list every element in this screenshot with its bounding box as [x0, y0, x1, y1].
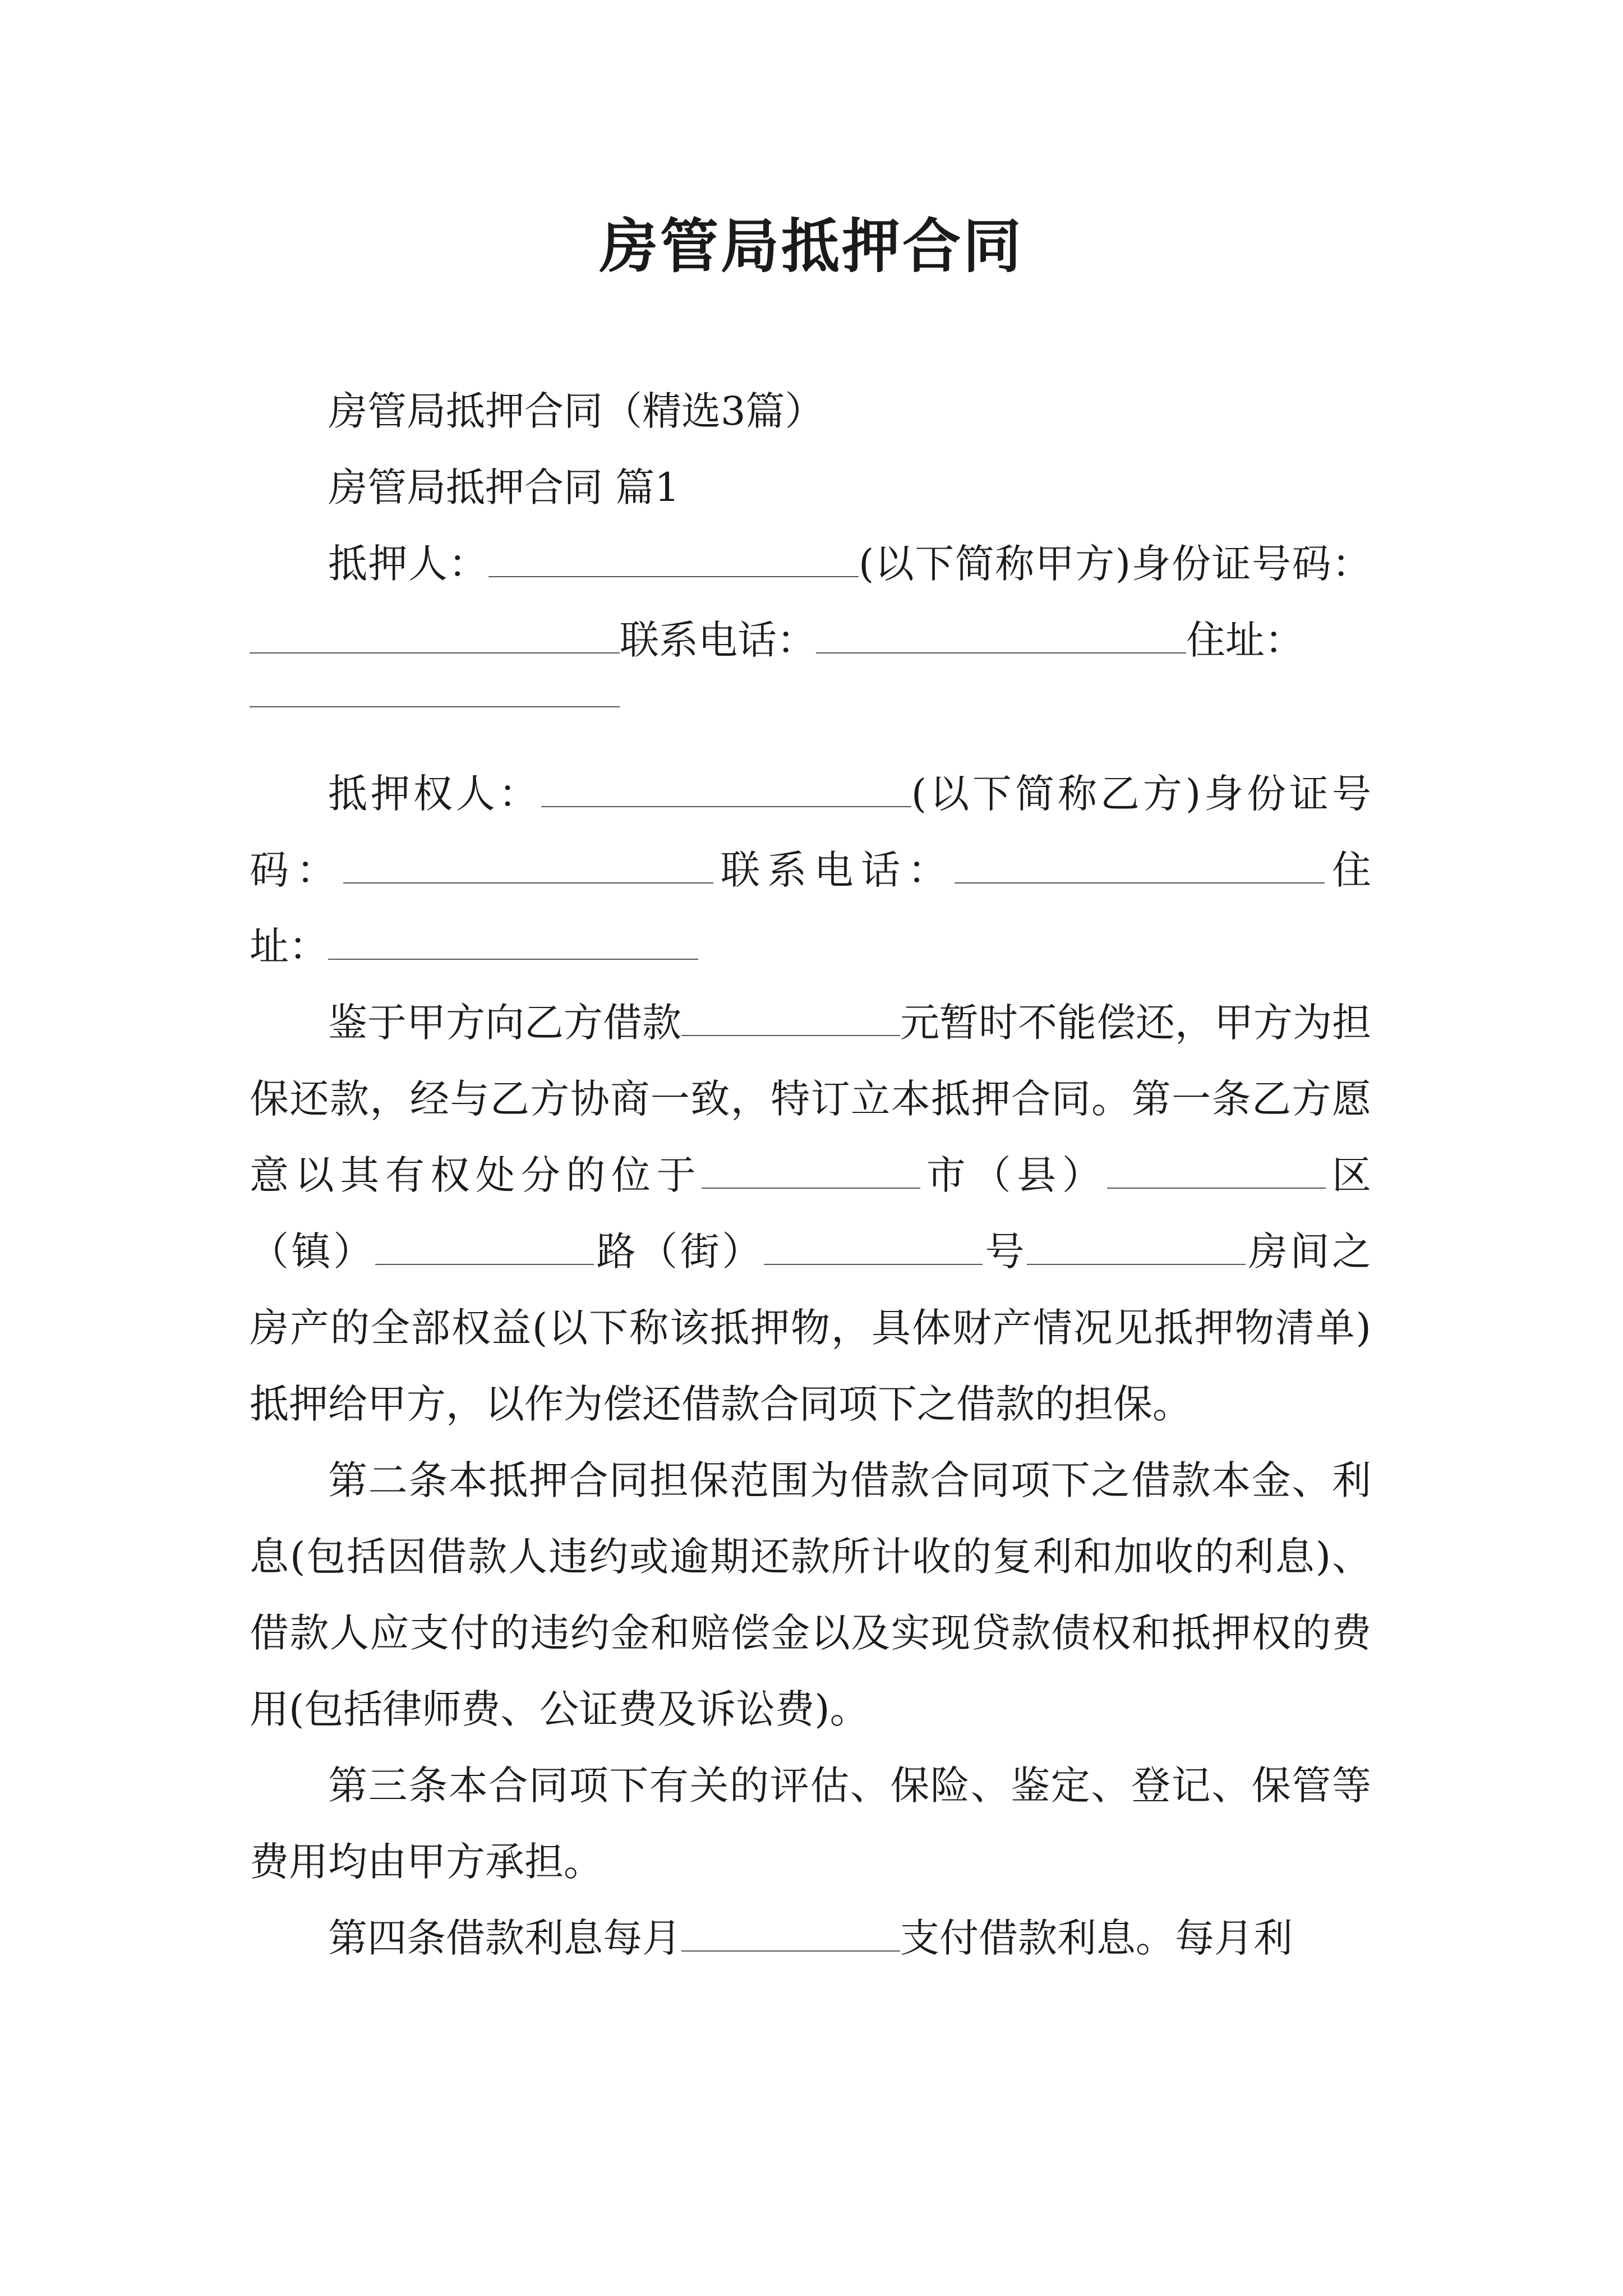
- party-b-paragraph: [250, 756, 1371, 984]
- party-b-phone-label: 联系电话：: [713, 847, 955, 893]
- clause-1-text-d: 区（镇）: [250, 1152, 1371, 1274]
- document-title: 房管局抵押合同: [599, 211, 1023, 280]
- party-b-address-label: 住址：: [250, 847, 1372, 969]
- party-b-alias: (以下简称乙方)身份证号码：: [250, 771, 1372, 893]
- party-b-id-blank: [343, 845, 713, 884]
- party-b-name-blank: [541, 769, 911, 808]
- party-a-phone-label: 联系电话：: [620, 617, 816, 663]
- clause-4-text-a: 第四条借款利息每月: [328, 1915, 681, 1961]
- road-blank: [375, 1227, 594, 1266]
- clause-1-text-e: 路（街）: [593, 1228, 764, 1274]
- clause-1-text-a: 鉴于甲方向乙方借款: [328, 1000, 681, 1046]
- clause-1-text-g: 房间之房产的全部权益(以下称该抵押物，具体财产情况见抵押物清单)抵押给甲方，以作为偿还借款合同项下之借款的担保。: [250, 1228, 1372, 1427]
- party-a-address-blank: [250, 695, 620, 707]
- district-blank: [1107, 1151, 1326, 1189]
- clause-1-text-f: 号: [982, 1228, 1027, 1274]
- party-b-phone-blank: [955, 845, 1325, 884]
- clause-1-text-c: 市（县）: [920, 1152, 1108, 1198]
- clause-3-paragraph: 第三条本合同项下有关的评估、保险、鉴定、登记、保管等费用均由甲方承担。: [250, 1763, 1371, 1885]
- clause-1-text-b: 元暂时不能偿还，甲方为担保还款，经与乙方协商一致，特订立本抵押合同。第一条乙方愿意以其有权处分的位于: [250, 1000, 1371, 1198]
- clause-4-text-b: 支付借款利息。每月利: [900, 1915, 1293, 1961]
- room-blank: [1027, 1227, 1246, 1266]
- party-b-address-blank: [328, 922, 698, 960]
- party-a-name-blank: [488, 539, 859, 578]
- party-a-id-blank: [250, 615, 620, 654]
- party-a-phone-blank: [816, 615, 1186, 654]
- subtitle: 房管局抵押合同（精选3篇）: [328, 388, 824, 434]
- party-a-label: 抵押人：: [328, 541, 488, 587]
- loan-amount-blank: [681, 998, 900, 1037]
- section-heading: 房管局抵押合同 篇1: [328, 464, 680, 510]
- interest-blank: [681, 1913, 900, 1952]
- party-a-paragraph: [250, 526, 1371, 678]
- city-blank: [702, 1151, 920, 1189]
- clause-1-paragraph: [250, 984, 1371, 1442]
- clause-4-paragraph: [250, 1900, 1371, 1976]
- document-body: [250, 373, 1371, 1976]
- clause-2-paragraph: 第二条本抵押合同担保范围为借款合同项下之借款本金、利息(包括因借款人违约或逾期还款所计收的复利和加收的利息)、借款人应支付的违约金和赔偿金以及实现贷款债权和抵押权的费用(包括律师费、公证费及诉讼费)。: [250, 1457, 1371, 1732]
- party-a-alias: (以下简称甲方)身份证号码：: [858, 541, 1372, 587]
- party-a-address-label: 住址：: [1186, 617, 1304, 663]
- number-blank: [764, 1227, 983, 1266]
- party-b-label: 抵押权人：: [328, 771, 541, 817]
